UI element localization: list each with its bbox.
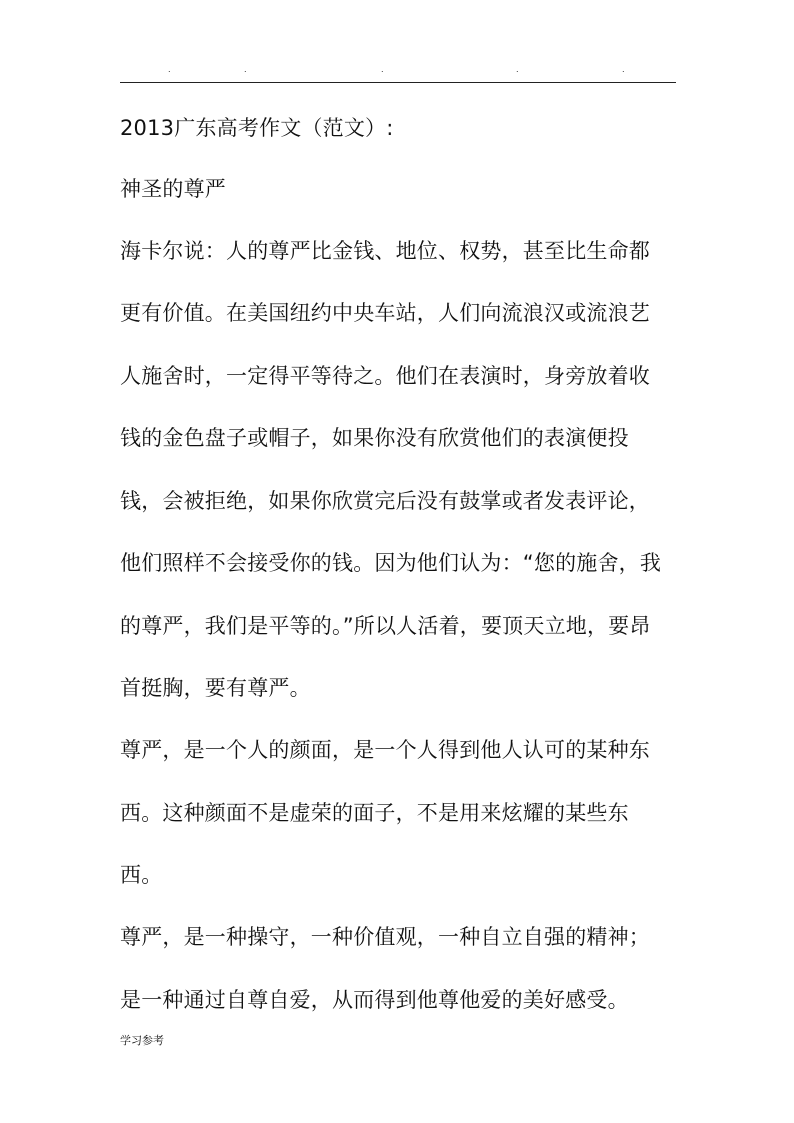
paragraph-line: 是一种通过自尊自爱，从而得到他尊他爱的美好感受。 — [120, 988, 629, 1012]
essay-title: 神圣的尊严 — [120, 177, 226, 201]
header-dot: . — [516, 65, 519, 74]
header-dot: . — [381, 65, 384, 74]
header-rule — [120, 82, 676, 83]
paragraph-line: 他们照样不会接受你的钱。因为他们认为：“您的施舍，我 — [120, 551, 662, 575]
paragraph-line: 西。这种颜面不是虚荣的面子，不是用来炫耀的某些东 — [120, 801, 629, 825]
paragraph-line: 西。 — [120, 863, 163, 887]
header-dot: . — [622, 65, 625, 74]
paragraph-line: 人施舍时，一定得平等待之。他们在表演时，身旁放着收 — [120, 364, 650, 388]
paragraph-line: 尊严，是一种操守，一种价值观，一种自立自强的精神； — [120, 925, 650, 949]
paragraph-line: 尊严，是一个人的颜面，是一个人得到他人认可的某种东 — [120, 738, 650, 762]
paragraph-line: 的尊严，我们是平等的。”所以人活着，要顶天立地，要昂 — [120, 614, 651, 638]
paragraph-line: 海卡尔说：人的尊严比金钱、地位、权势，甚至比生命都 — [120, 239, 650, 263]
footer-label: 学习参考 — [120, 1034, 164, 1047]
paragraph-line: 更有价值。在美国纽约中央车站，人们向流浪汉或流浪艺 — [120, 301, 650, 325]
paragraph-line: 钱的金色盘子或帽子，如果你没有欣赏他们的表演便投 — [120, 426, 629, 450]
paragraph-line: 首挺胸，要有尊严。 — [120, 676, 311, 700]
paragraph-line: 钱，会被拒绝，如果你欣赏完后没有鼓掌或者发表评论， — [120, 489, 650, 513]
header-dot: . — [244, 65, 247, 74]
header-dot: . — [168, 65, 171, 74]
header-dots — [120, 66, 676, 76]
essay-heading: 2013广东高考作文（范文）: — [120, 116, 394, 140]
